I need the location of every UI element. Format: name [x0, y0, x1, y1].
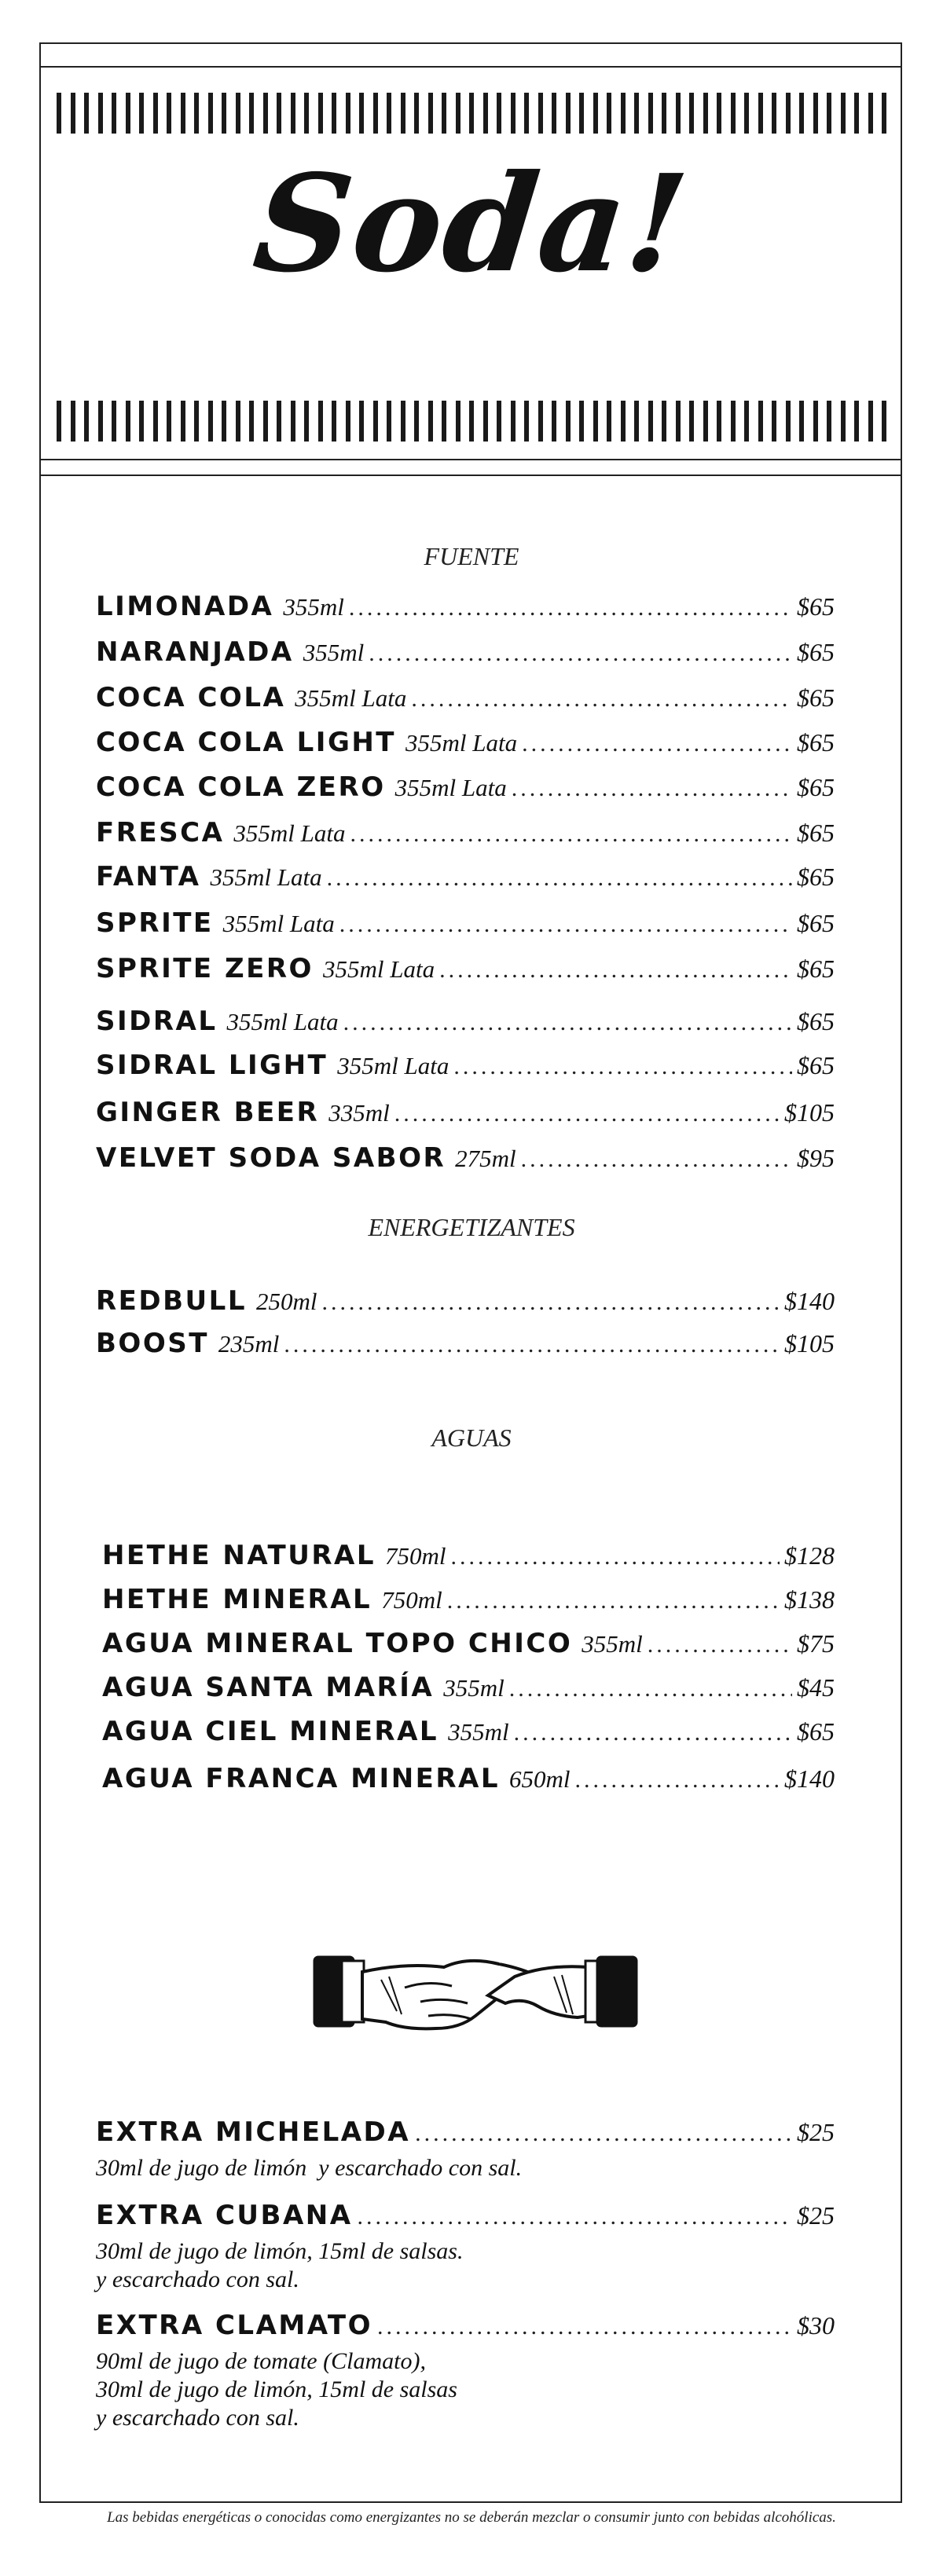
dot-leader [521, 1146, 792, 1173]
dot-leader [450, 1544, 780, 1570]
menu-item [102, 1584, 835, 1621]
menu-item [102, 1672, 835, 1709]
item-price: $140 [784, 1287, 835, 1315]
tick-mark [579, 93, 584, 134]
tick-mark [593, 401, 598, 442]
item-name: NARANJADA [96, 636, 294, 668]
tick-mark [538, 401, 543, 442]
item-name: EXTRA CUBANA [96, 2200, 353, 2231]
dot-leader [284, 1332, 780, 1358]
extra-description [96, 2347, 457, 2432]
item-price: $45 [797, 1673, 835, 1702]
menu-item [102, 1628, 835, 1665]
tick-mark [71, 93, 75, 134]
dot-leader [394, 1101, 780, 1127]
tick-mark [676, 401, 681, 442]
top-tick-border [57, 93, 886, 134]
menu-item [96, 636, 835, 674]
tick-mark [236, 93, 240, 134]
tick-mark [373, 401, 378, 442]
item-price: $65 [797, 819, 835, 847]
tick-mark [222, 93, 226, 134]
item-price: $128 [784, 1541, 835, 1570]
tick-mark [566, 401, 571, 442]
item-name: COCA COLA LIGHT [96, 727, 396, 758]
tick-mark [882, 401, 886, 442]
description-line: y escarchado con sal. [96, 2405, 299, 2431]
item-price: $65 [797, 683, 835, 712]
item-price: $65 [797, 1051, 835, 1079]
item-size: 250ml [255, 1288, 317, 1315]
item-name: AGUA SANTA MARÍA [102, 1672, 435, 1703]
tick-mark [291, 401, 295, 442]
tick-mark [359, 401, 364, 442]
item-name: EXTRA CLAMATO [96, 2310, 372, 2341]
item-name: EXTRA MICHELADA [96, 2116, 411, 2148]
item-name: HETHE MINERAL [102, 1584, 372, 1615]
tick-mark [662, 93, 666, 134]
item-size: 355ml Lata [405, 729, 518, 757]
dot-leader [509, 1676, 792, 1702]
tick-mark [428, 93, 433, 134]
extra-description [96, 2237, 463, 2294]
tick-mark [717, 401, 721, 442]
tick-mark [208, 93, 213, 134]
item-price: $65 [797, 1717, 835, 1746]
tick-mark [469, 401, 474, 442]
tick-mark [813, 93, 818, 134]
tick-mark [511, 93, 516, 134]
dot-leader [512, 775, 792, 802]
menu-item [96, 861, 835, 899]
item-size: 355ml Lata [210, 863, 322, 891]
menu-item [96, 771, 835, 809]
menu-item [96, 727, 835, 764]
tick-mark [167, 401, 171, 442]
tick-mark [854, 93, 859, 134]
tick-mark [181, 93, 185, 134]
tick-mark [841, 93, 846, 134]
tick-mark [607, 93, 611, 134]
section-heading-aguas: AGUAS [431, 1424, 512, 1452]
item-size: 355ml [448, 1718, 509, 1746]
tick-mark [758, 401, 763, 442]
tick-mark [139, 401, 144, 442]
dot-leader [514, 1720, 792, 1746]
tick-mark [84, 401, 89, 442]
dot-leader [411, 686, 792, 713]
item-price: $65 [797, 909, 835, 937]
tick-mark [194, 93, 199, 134]
tick-mark [84, 93, 89, 134]
dot-leader [339, 911, 792, 938]
item-name: SPRITE ZERO [96, 953, 314, 984]
tick-mark [414, 401, 419, 442]
menu-item [102, 1716, 835, 1753]
item-price: $30 [797, 2311, 835, 2340]
tick-mark [98, 93, 103, 134]
tick-mark [57, 93, 61, 134]
tick-mark [222, 401, 226, 442]
item-size: 235ml [218, 1330, 280, 1358]
item-size: 355ml [283, 593, 344, 621]
tick-mark [497, 93, 501, 134]
dot-leader [447, 1588, 780, 1614]
item-size: 355ml Lata [337, 1052, 449, 1079]
item-name: GINGER BEER [96, 1097, 320, 1128]
item-size: 750ml [384, 1542, 446, 1570]
tick-mark [799, 401, 804, 442]
menu-title: Soda! [247, 145, 696, 302]
item-price: $65 [797, 773, 835, 801]
item-name: AGUA CIEL MINERAL [102, 1716, 439, 1747]
tick-mark [497, 401, 501, 442]
tick-mark [359, 93, 364, 134]
item-name: AGUA FRANCA MINERAL [102, 1763, 501, 1794]
menu-item [96, 2310, 835, 2347]
item-size: 355ml [582, 1630, 643, 1658]
tick-mark [579, 401, 584, 442]
item-size: 355ml Lata [295, 684, 407, 712]
tick-mark [634, 93, 639, 134]
tick-mark [799, 93, 804, 134]
item-size: 355ml [303, 639, 365, 666]
item-price: $95 [797, 1144, 835, 1172]
dot-leader [453, 1053, 792, 1080]
tick-mark [511, 401, 516, 442]
dot-leader [327, 865, 792, 892]
menu-item [96, 1328, 835, 1365]
item-name: COCA COLA ZERO [96, 771, 386, 803]
description-line: 90ml de jugo de tomate (Clamato), [96, 2348, 426, 2374]
description-line: 30ml de jugo de limón, 15ml de salsas [96, 2376, 457, 2402]
header-rule-2 [39, 475, 902, 476]
tick-mark [428, 401, 433, 442]
item-name: SIDRAL [96, 1006, 218, 1037]
tick-mark [483, 93, 488, 134]
item-price: $65 [797, 955, 835, 983]
tick-mark [483, 401, 488, 442]
item-name: COCA COLA [96, 682, 286, 713]
tick-mark [346, 93, 350, 134]
tick-mark [126, 401, 130, 442]
item-name: REDBULL [96, 1285, 247, 1317]
tick-mark [194, 401, 199, 442]
tick-mark [621, 401, 626, 442]
item-size: 335ml [328, 1099, 390, 1127]
item-name: BOOST [96, 1328, 209, 1359]
description-line: y escarchado con sal. [96, 2266, 299, 2292]
tick-mark [868, 93, 873, 134]
tick-mark [552, 401, 556, 442]
dot-leader [321, 1289, 780, 1316]
tick-mark [621, 93, 626, 134]
tick-mark [868, 401, 873, 442]
item-name: FANTA [96, 861, 201, 892]
tick-mark [263, 401, 268, 442]
menu-item [102, 1540, 835, 1577]
menu-item [96, 817, 835, 855]
dot-leader [648, 1632, 792, 1658]
tick-mark [332, 401, 336, 442]
tick-mark [304, 401, 309, 442]
tick-mark [689, 401, 694, 442]
dot-leader [575, 1767, 780, 1794]
tick-mark [882, 93, 886, 134]
section-heading-fuente: FUENTE [424, 542, 519, 570]
tick-mark [703, 401, 708, 442]
dot-leader [343, 1010, 792, 1036]
tick-mark [676, 93, 681, 134]
extra-description [96, 2154, 522, 2182]
menu-item [96, 2116, 835, 2154]
tick-mark [456, 401, 460, 442]
item-size: 355ml Lata [394, 774, 507, 801]
dot-leader [349, 595, 792, 621]
handshake-icon [310, 1940, 640, 2043]
tick-mark [717, 93, 721, 134]
tick-mark [304, 93, 309, 134]
item-size: 750ml [381, 1586, 442, 1614]
item-size: 355ml Lata [222, 910, 335, 937]
tick-mark [442, 93, 446, 134]
tick-mark [167, 93, 171, 134]
tick-mark [263, 93, 268, 134]
item-size: 275ml [455, 1145, 516, 1172]
tick-mark [208, 401, 213, 442]
tick-mark [566, 93, 571, 134]
item-name: HETHE NATURAL [102, 1540, 376, 1571]
tick-mark [827, 93, 831, 134]
tick-mark [318, 401, 323, 442]
tick-mark [373, 93, 378, 134]
header-rule-1 [39, 459, 902, 460]
item-size: 355ml Lata [233, 819, 346, 847]
dot-leader [358, 2204, 792, 2230]
dot-leader [377, 2314, 792, 2340]
menu-item [96, 682, 835, 720]
item-price: $140 [784, 1764, 835, 1793]
tick-mark [153, 93, 158, 134]
item-price: $65 [797, 592, 835, 621]
tick-mark [662, 401, 666, 442]
item-price: $65 [797, 863, 835, 891]
tick-mark [731, 401, 736, 442]
bottom-tick-border [57, 401, 886, 442]
item-size: 650ml [509, 1765, 571, 1793]
section-heading-energetizantes: ENERGETIZANTES [368, 1213, 575, 1241]
tick-mark [442, 401, 446, 442]
dot-leader [522, 731, 792, 757]
item-name: AGUA MINERAL TOPO CHICO [102, 1628, 573, 1659]
tick-mark [98, 401, 103, 442]
tick-mark [703, 93, 708, 134]
tick-mark [236, 401, 240, 442]
tick-mark [112, 93, 116, 134]
tick-mark [71, 401, 75, 442]
tick-mark [827, 401, 831, 442]
tick-mark [387, 401, 391, 442]
tick-mark [277, 93, 281, 134]
description-line: 30ml de jugo de limón y escarchado con sal. [96, 2155, 523, 2181]
footer-note: Las bebidas energéticas o conocidas como energizantes no se deberán mezclar o consumir junto con bebidas alcohólicas. [107, 2509, 836, 2526]
tick-mark [524, 401, 529, 442]
menu-item [102, 1763, 835, 1801]
item-price: $25 [797, 2201, 835, 2230]
tick-mark [469, 93, 474, 134]
item-price: $65 [797, 728, 835, 757]
menu-item [96, 591, 835, 628]
tick-mark [786, 401, 791, 442]
tick-mark [332, 93, 336, 134]
tick-mark [538, 93, 543, 134]
tick-mark [277, 401, 281, 442]
menu-item [96, 1285, 835, 1323]
tick-mark [112, 401, 116, 442]
tick-mark [689, 93, 694, 134]
menu-item [96, 1006, 835, 1043]
tick-mark [57, 401, 61, 442]
tick-mark [524, 93, 529, 134]
tick-mark [153, 401, 158, 442]
menu-item [96, 1050, 835, 1087]
menu-item [96, 907, 835, 945]
item-price: $138 [784, 1585, 835, 1614]
tick-mark [552, 93, 556, 134]
tick-mark [249, 93, 254, 134]
tick-mark [607, 401, 611, 442]
dot-leader [350, 821, 793, 848]
tick-mark [786, 93, 791, 134]
menu-item [96, 2200, 835, 2237]
tick-mark [126, 93, 130, 134]
item-price: $65 [797, 1007, 835, 1035]
tick-mark [772, 93, 776, 134]
tick-mark [744, 93, 749, 134]
tick-mark [648, 93, 653, 134]
tick-mark [387, 93, 391, 134]
item-size: 355ml Lata [226, 1008, 339, 1035]
item-price: $75 [797, 1629, 835, 1658]
tick-mark [731, 93, 736, 134]
tick-mark [593, 93, 598, 134]
item-name: SIDRAL LIGHT [96, 1050, 328, 1081]
tick-mark [772, 401, 776, 442]
description-line: 30ml de jugo de limón, 15ml de salsas. [96, 2238, 464, 2264]
menu-item [96, 1097, 835, 1134]
dot-leader [439, 957, 792, 984]
item-price: $105 [784, 1098, 835, 1127]
tick-mark [401, 93, 405, 134]
dot-leader [369, 640, 792, 667]
dot-leader [415, 2120, 792, 2147]
item-price: $105 [784, 1329, 835, 1358]
tick-mark [634, 401, 639, 442]
tick-mark [401, 401, 405, 442]
item-size: 355ml Lata [322, 955, 435, 983]
menu-item [96, 953, 835, 991]
tick-mark [139, 93, 144, 134]
tick-mark [841, 401, 846, 442]
tick-mark [414, 93, 419, 134]
tick-mark [744, 401, 749, 442]
tick-mark [318, 93, 323, 134]
item-size: 355ml [443, 1674, 505, 1702]
tick-mark [854, 401, 859, 442]
tick-mark [181, 401, 185, 442]
tick-mark [249, 401, 254, 442]
item-price: $65 [797, 638, 835, 666]
item-name: SPRITE [96, 907, 214, 939]
menu-item [96, 1142, 835, 1180]
top-rule [39, 66, 902, 68]
tick-mark [758, 93, 763, 134]
item-price: $25 [797, 2118, 835, 2146]
tick-mark [648, 401, 653, 442]
tick-mark [813, 401, 818, 442]
item-name: VELVET SODA SABOR [96, 1142, 446, 1174]
tick-mark [291, 93, 295, 134]
item-name: LIMONADA [96, 591, 274, 622]
tick-mark [456, 93, 460, 134]
item-name: FRESCA [96, 817, 225, 848]
tick-mark [346, 401, 350, 442]
